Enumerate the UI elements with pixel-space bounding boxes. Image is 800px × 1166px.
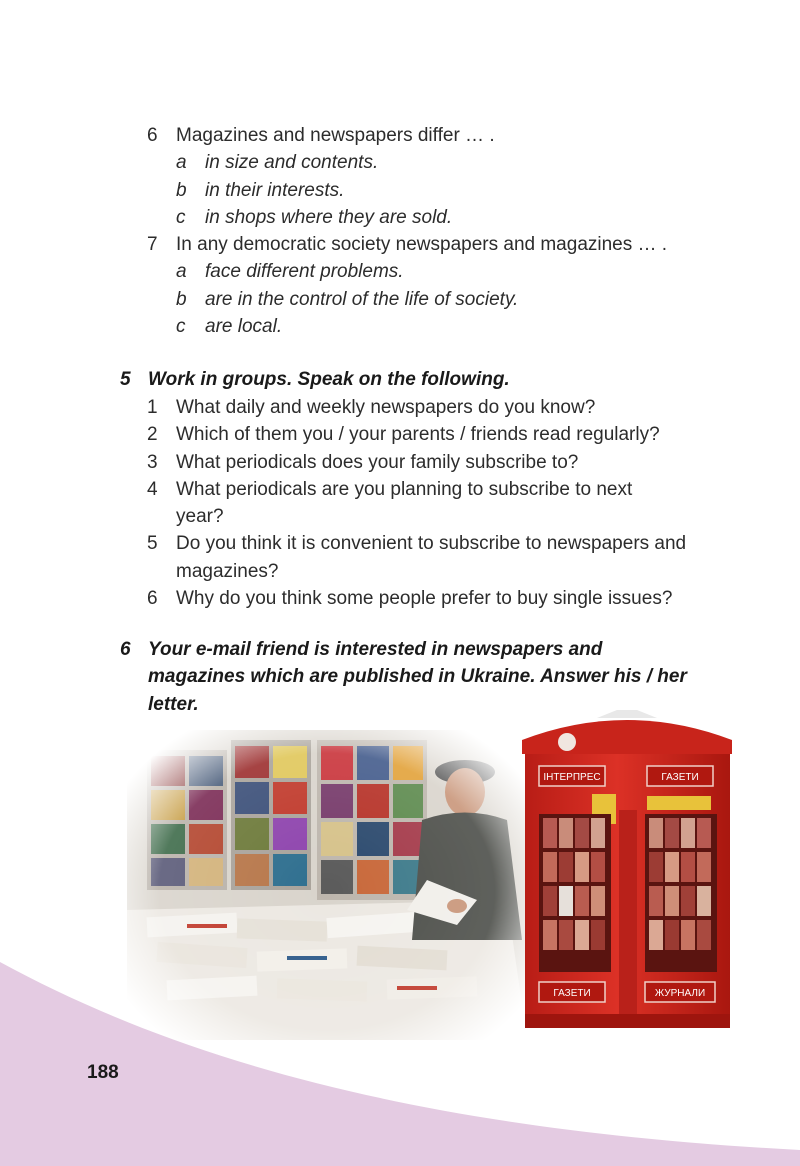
question-text: Magazines and newspapers differ … . (176, 125, 495, 146)
exercise-instruction-line: letter. (148, 693, 199, 715)
magazine-rack-left (147, 750, 227, 890)
option-text: in size and contents. (205, 152, 379, 174)
exercise-6-heading (0, 636, 800, 718)
exercise-number: 6 (120, 639, 131, 660)
exercise-5-list (0, 394, 800, 612)
discussion-question (0, 530, 800, 585)
discussion-question (0, 585, 800, 612)
exercise-instruction-line: Your e-mail friend is interested in newspapers and (148, 639, 603, 660)
discussion-question (0, 476, 800, 531)
question-number: 2 (147, 424, 158, 446)
discussion-question (0, 394, 800, 421)
discussion-question (0, 449, 800, 476)
question-text-continued: year? (176, 506, 224, 528)
kiosk-window-right (645, 814, 717, 972)
question-number: 6 (147, 125, 158, 146)
answer-option (0, 177, 800, 204)
question-number: 5 (147, 533, 158, 555)
question-number: 7 (147, 234, 158, 256)
question-number: 4 (147, 478, 158, 500)
question-text: What periodicals are you planning to subscribe to next (176, 478, 633, 500)
question-list-continued (0, 122, 800, 340)
option-text: in shops where they are sold. (205, 206, 453, 228)
kiosk-sign-bottom-left: ГАЗЕТИ (553, 988, 591, 999)
question-item (0, 122, 800, 149)
answer-option (0, 286, 800, 313)
question-text: Which of them you / your parents / friends read regularly? (176, 424, 660, 446)
discussion-question (0, 421, 800, 448)
question-number: 1 (147, 397, 158, 418)
page-number: 188 (87, 1062, 119, 1083)
kiosk-sign-top-left: ІНТЕРПРЕС (543, 772, 601, 783)
option-text: in their interests. (205, 179, 345, 201)
option-letter: a (176, 152, 187, 174)
option-letter: b (176, 288, 187, 310)
option-letter: b (176, 179, 187, 201)
option-letter: c (176, 206, 186, 228)
answer-option (0, 204, 800, 231)
exercise-number: 5 (120, 369, 131, 390)
answer-option (0, 313, 800, 340)
exercise-instruction: Work in groups. Speak on the following. (148, 369, 510, 390)
answer-option (0, 258, 800, 285)
magazine-rack-right (317, 740, 427, 900)
option-letter: c (176, 316, 186, 338)
question-text: What daily and weekly newspapers do you know? (176, 397, 596, 418)
exercise-5-heading (0, 366, 800, 393)
option-letter: a (176, 261, 187, 283)
kiosk-window-left (539, 814, 611, 972)
magazine-rack-center (231, 740, 311, 890)
exercise-instruction-line: magazines which are published in Ukraine. Answer his / her (148, 666, 687, 688)
question-text: Do you think it is convenient to subscribe to newspapers and (176, 533, 687, 555)
red-kiosk (522, 710, 732, 1028)
question-number: 3 (147, 451, 158, 473)
kiosk-sign-bottom-right: ЖУРНАЛИ (654, 988, 706, 999)
option-text: are in the control of the life of society. (205, 288, 519, 310)
option-text: face different problems. (205, 261, 404, 283)
newspaper-stall (127, 730, 527, 1040)
question-text: In any democratic society newspapers and magazines … . (176, 234, 668, 256)
kiosk-sign-top-right: ГАЗЕТИ (661, 772, 699, 783)
option-text: are local. (205, 316, 283, 338)
question-text: What periodicals does your family subscribe to? (176, 451, 579, 473)
question-item (0, 231, 800, 258)
question-text: Why do you think some people prefer to buy single issues? (176, 588, 673, 610)
answer-option (0, 149, 800, 176)
newsstand-photo (127, 710, 737, 1040)
question-number: 6 (147, 588, 158, 610)
question-text-continued: magazines? (176, 560, 279, 582)
